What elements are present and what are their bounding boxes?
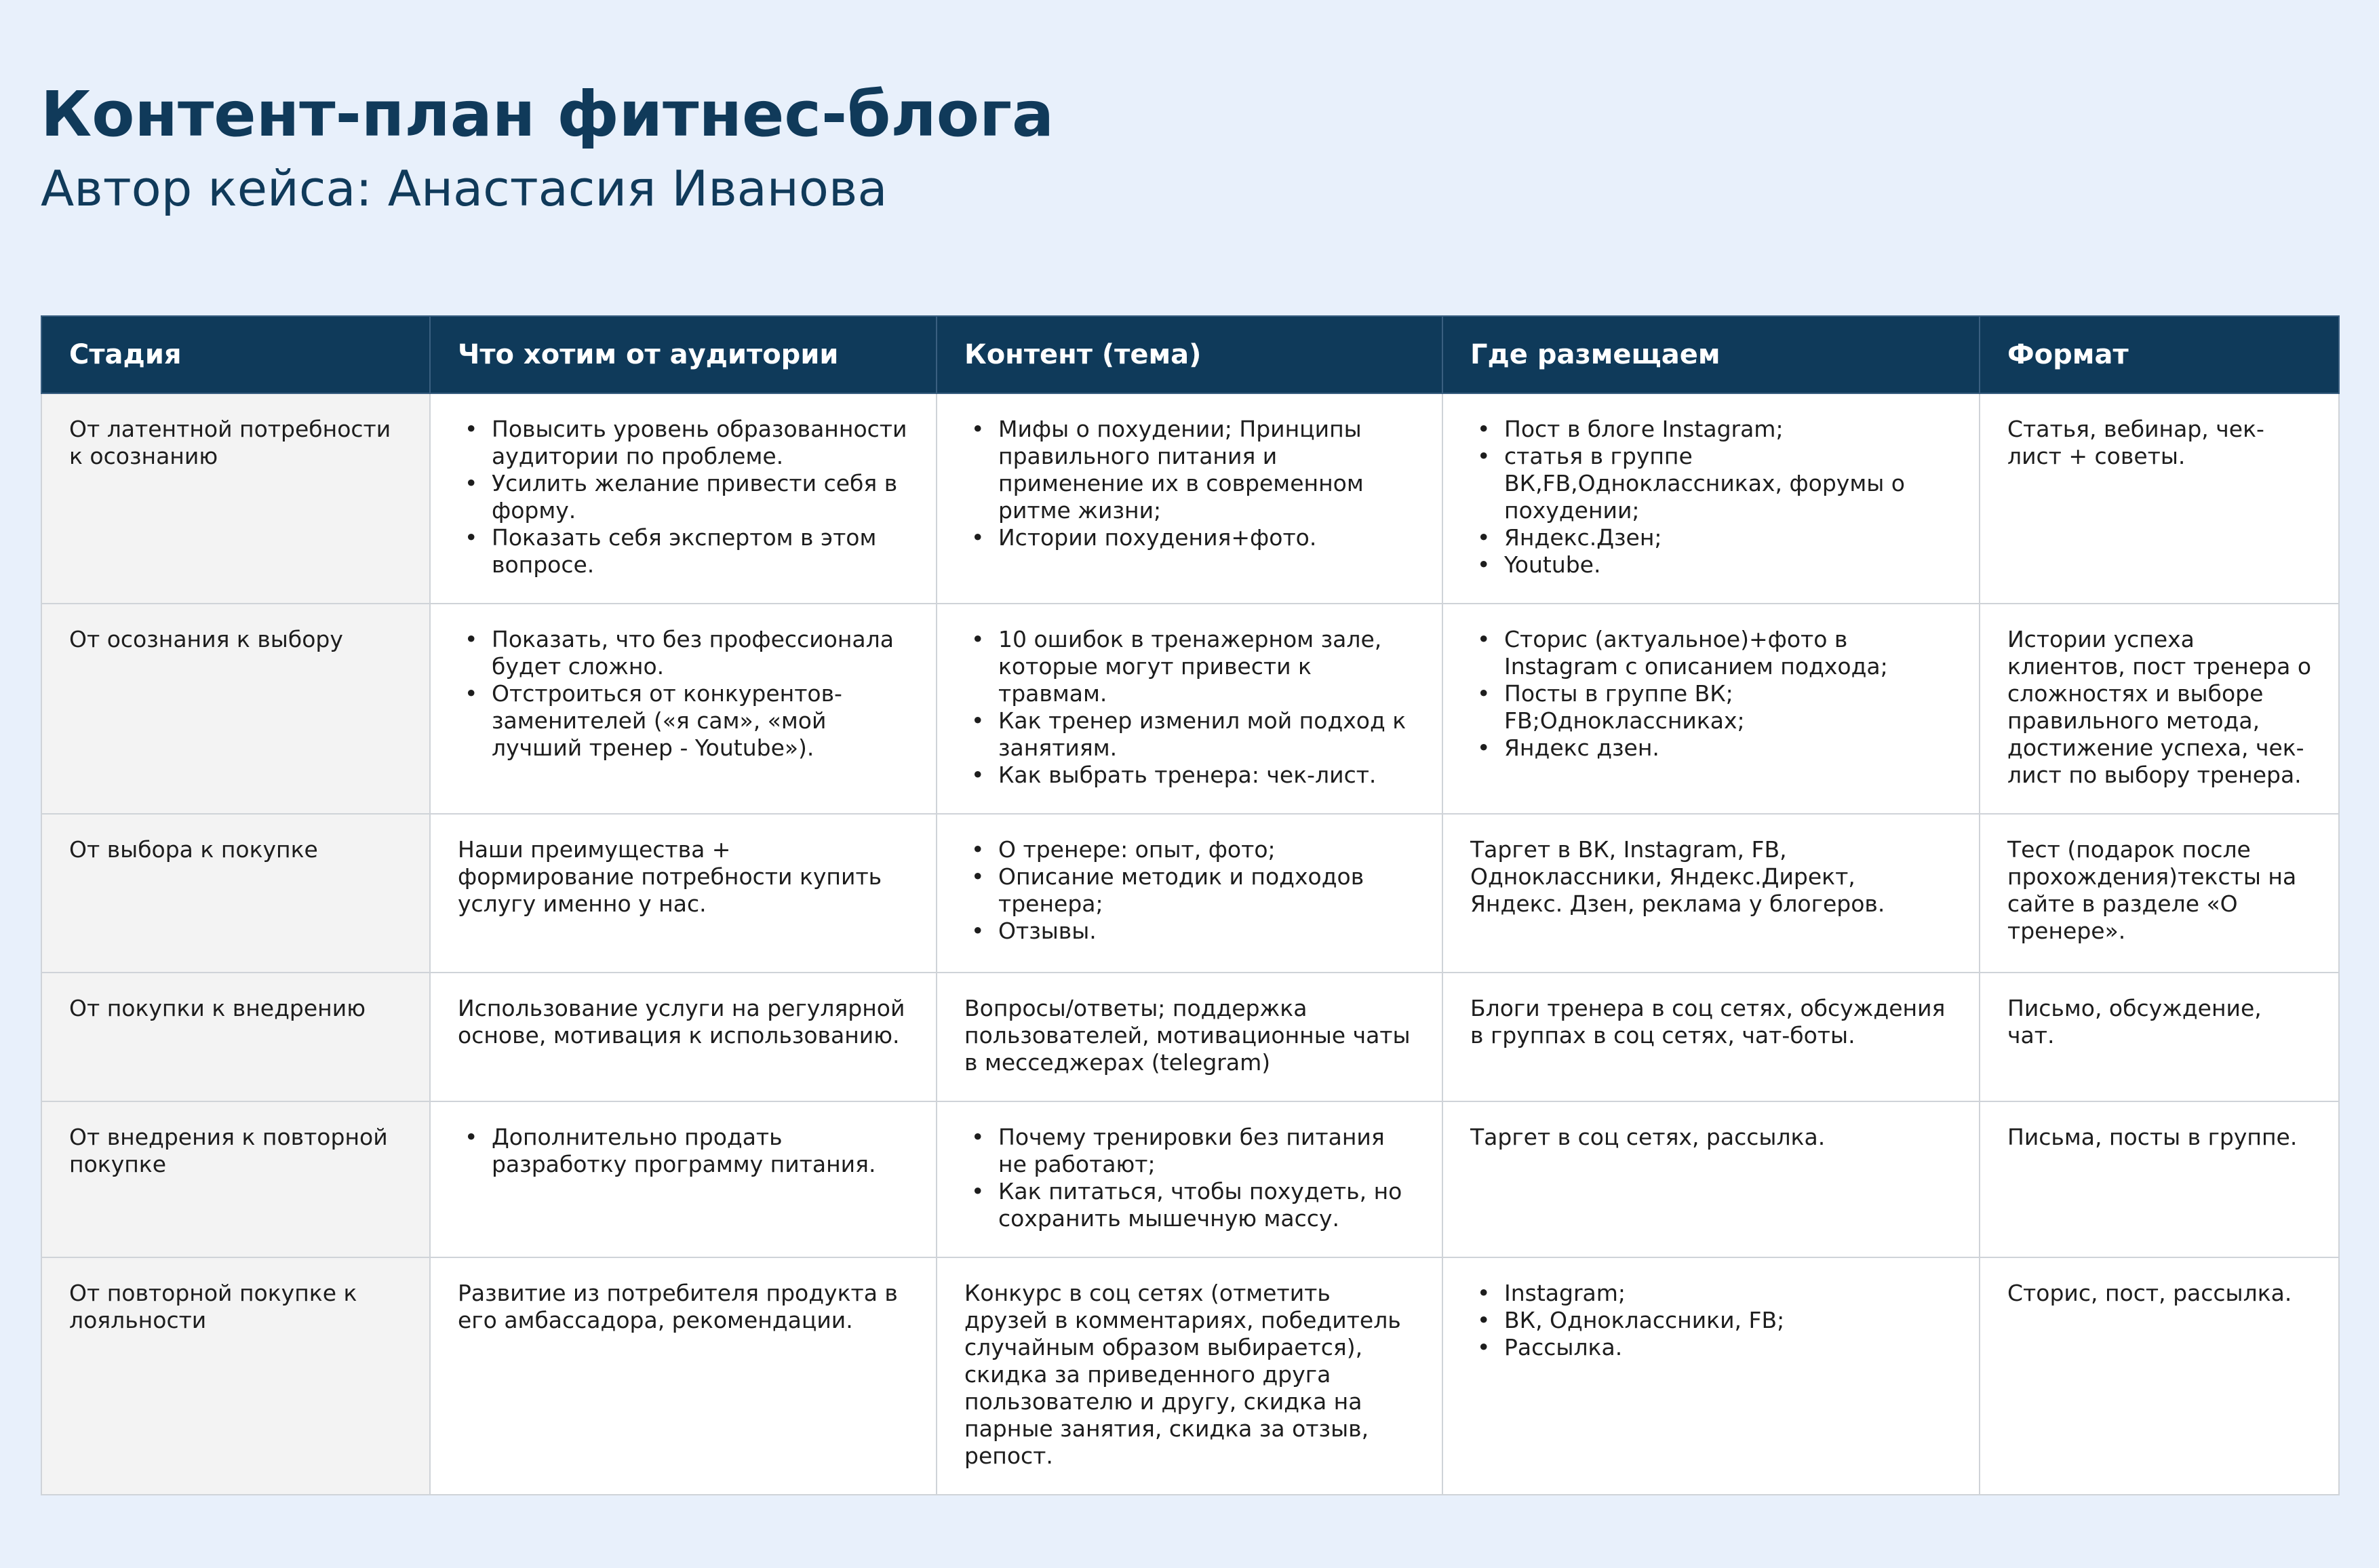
content-plan-table xyxy=(41,315,2340,1495)
stage-cell: От латентной потребности к осознанию xyxy=(41,393,430,604)
placement-cell xyxy=(1442,1257,1980,1495)
format-cell: Тест (подарок после прохождения)тексты на сайте в разделе «О тренере». xyxy=(1980,814,2339,973)
list-item: • Посты в группе ВК; FB;Одноклассниках; xyxy=(1504,680,1952,734)
format-cell: Истории успеха клиентов, пост тренера о сложностях и выборе правильного метода, достижение успеха, чек-лист по выбору тренера. xyxy=(1980,604,2339,814)
table-row xyxy=(41,1101,2339,1257)
column-header-placement: Где размещаем xyxy=(1442,316,1980,393)
placement-list xyxy=(1470,416,1952,579)
content-cell xyxy=(937,604,1442,814)
list-item: • статья в группе ВК,FB,Одноклассниках, форумы о похудении; xyxy=(1504,443,1952,524)
goal-list xyxy=(458,626,909,762)
placement-cell xyxy=(1442,393,1980,604)
column-header-content: Контент (тема) xyxy=(937,316,1442,393)
list-item: • Пост в блоге Instagram; xyxy=(1504,416,1952,443)
format-cell: Письма, посты в группе. xyxy=(1980,1101,2339,1257)
list-item: • 10 ошибок в тренажерном зале, которые могут привести к травмам. xyxy=(998,626,1415,707)
content-cell xyxy=(937,814,1442,973)
goal-cell xyxy=(430,814,937,973)
list-item: • Youtube. xyxy=(1504,551,1952,579)
content-list xyxy=(964,1124,1415,1232)
placement-text: Таргет в ВК, Instagram, FB, Одноклассники, Яндекс.Директ, Яндекс. Дзен, реклама у блогеров. xyxy=(1470,836,1885,917)
goal-cell xyxy=(430,1257,937,1495)
column-header-format: Формат xyxy=(1980,316,2339,393)
page-title: Контент-план фитнес-блога xyxy=(41,78,1055,151)
stage-cell: От осознания к выбору xyxy=(41,604,430,814)
placement-cell xyxy=(1442,973,1980,1101)
table-row xyxy=(41,1257,2339,1495)
goal-list xyxy=(458,416,909,579)
goal-cell xyxy=(430,604,937,814)
content-cell xyxy=(937,393,1442,604)
list-item: • Почему тренировки без питания не работают; xyxy=(998,1124,1415,1178)
list-item: • Повысить уровень образованности аудитории по проблеме. xyxy=(492,416,909,470)
placement-cell xyxy=(1442,814,1980,973)
placement-cell xyxy=(1442,604,1980,814)
goal-cell xyxy=(430,393,937,604)
list-item: • Instagram; xyxy=(1504,1280,1952,1307)
placement-cell xyxy=(1442,1101,1980,1257)
content-text: Конкурс в соц сетях (отметить друзей в комментариях, победитель случайным образом выбирается), скидка за приведенного друга пользователю и другу, скидка на парные занятия, скидка за отзыв, репост. xyxy=(964,1280,1401,1469)
table-row xyxy=(41,973,2339,1101)
table-header-row xyxy=(41,316,2339,393)
list-item: • Как питаться, чтобы похудеть, но сохранить мышечную массу. xyxy=(998,1178,1415,1232)
content-text: Вопросы/ответы; поддержка пользователей, мотивационные чаты в месседжерах (telegram) xyxy=(964,995,1411,1076)
column-header-stage: Стадия xyxy=(41,316,430,393)
goal-list xyxy=(458,1124,909,1178)
placement-text: Блоги тренера в соц сетях, обсуждения в группах в соц сетях, чат-боты. xyxy=(1470,995,1946,1048)
list-item: • Яндекс.Дзен; xyxy=(1504,524,1952,551)
format-cell: Письмо, обсуждение, чат. xyxy=(1980,973,2339,1101)
format-cell: Сторис, пост, рассылка. xyxy=(1980,1257,2339,1495)
list-item: • Сторис (актуальное)+фото в Instagram с описанием подхода; xyxy=(1504,626,1952,680)
content-list xyxy=(964,626,1415,789)
stage-cell: От покупки к внедрению xyxy=(41,973,430,1101)
table-body xyxy=(41,393,2339,1495)
content-cell xyxy=(937,1101,1442,1257)
placement-list xyxy=(1470,626,1952,762)
list-item: • ВК, Одноклассники, FB; xyxy=(1504,1307,1952,1334)
goal-text: Использование услуги на регулярной основе, мотивация к использованию. xyxy=(458,995,905,1048)
list-item: • Яндекс дзен. xyxy=(1504,734,1952,762)
list-item: • О тренере: опыт, фото; xyxy=(998,836,1415,863)
table-row xyxy=(41,393,2339,604)
list-item: • Отстроиться от конкурентов-заменителей («я сам», «мой лучший тренер - Youtube»). xyxy=(492,680,909,762)
list-item: • Показать, что без профессионала будет сложно. xyxy=(492,626,909,680)
stage-cell: От внедрения к повторной покупке xyxy=(41,1101,430,1257)
list-item: • Дополнительно продать разработку программу питания. xyxy=(492,1124,909,1178)
table-row xyxy=(41,604,2339,814)
page-header xyxy=(41,80,1054,216)
content-list xyxy=(964,836,1415,945)
table-row xyxy=(41,814,2339,973)
column-header-goal: Что хотим от аудитории xyxy=(430,316,937,393)
list-item: • Описание методик и подходов тренера; xyxy=(998,863,1415,918)
list-item: • Истории похудения+фото. xyxy=(998,524,1415,551)
stage-cell: От повторной покупке к лояльности xyxy=(41,1257,430,1495)
page-subtitle: Автор кейса: Анастасия Иванова xyxy=(41,160,888,218)
placement-list xyxy=(1470,1280,1952,1361)
list-item: • Рассылка. xyxy=(1504,1334,1952,1361)
stage-cell: От выбора к покупке xyxy=(41,814,430,973)
content-cell xyxy=(937,973,1442,1101)
list-item: • Усилить желание привести себя в форму. xyxy=(492,470,909,524)
content-cell xyxy=(937,1257,1442,1495)
list-item: • Показать себя экспертом в этом вопросе. xyxy=(492,524,909,579)
list-item: • Как выбрать тренера: чек-лист. xyxy=(998,762,1415,789)
placement-text: Таргет в соц сетях, рассылка. xyxy=(1470,1124,1826,1150)
goal-text: Развитие из потребителя продукта в его амбассадора, рекомендации. xyxy=(458,1280,898,1333)
list-item: • Отзывы. xyxy=(998,918,1415,945)
list-item: • Мифы о похудении; Принципы правильного питания и применение их в современном ритме жизни; xyxy=(998,416,1415,524)
content-list xyxy=(964,416,1415,551)
format-cell: Статья, вебинар, чек-лист + советы. xyxy=(1980,393,2339,604)
goal-cell xyxy=(430,1101,937,1257)
list-item: • Как тренер изменил мой подход к занятиям. xyxy=(998,707,1415,762)
goal-text: Наши преимущества + формирование потребности купить услугу именно у нас. xyxy=(458,836,882,917)
goal-cell xyxy=(430,973,937,1101)
